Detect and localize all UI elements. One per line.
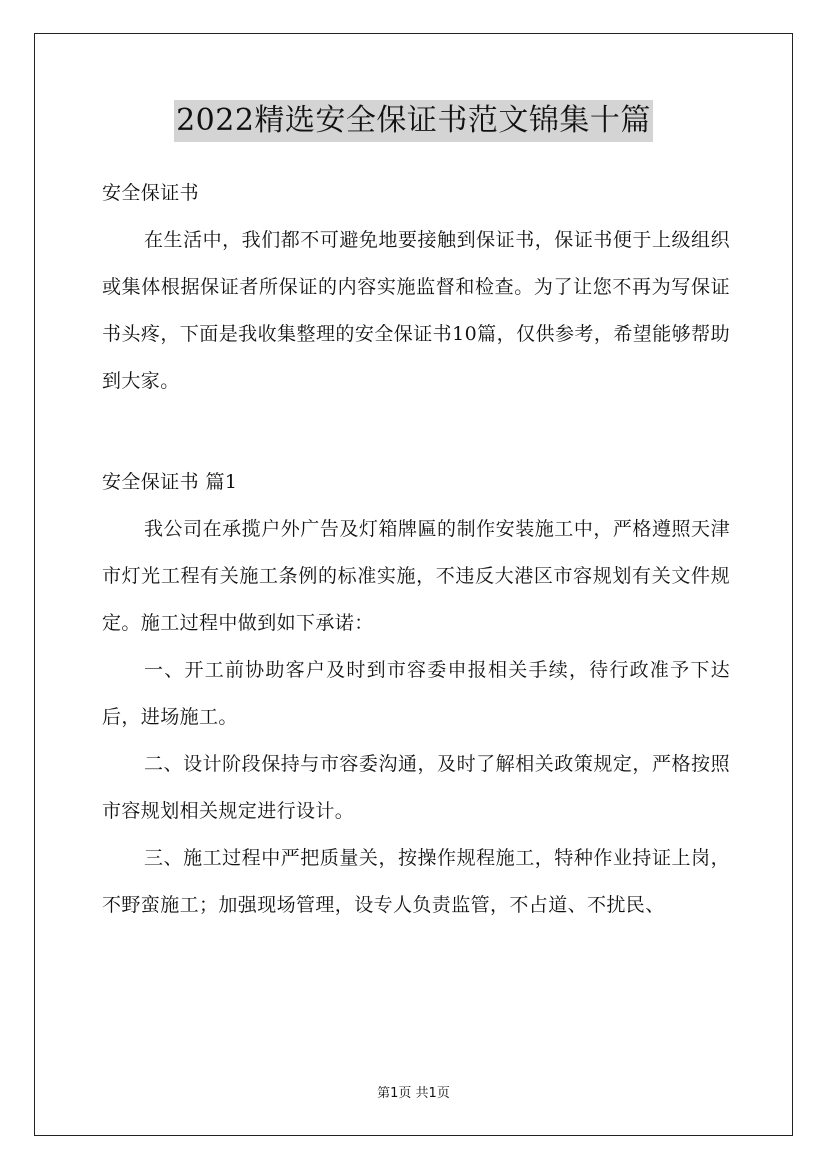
section1-heading: 安全保证书 篇1 bbox=[102, 471, 238, 493]
document-body bbox=[102, 170, 730, 929]
section1-paragraph-3: 二、设计阶段保持与市容委沟通，及时了解相关政策规定，严格按照市容规划相关规定进行设计。 bbox=[102, 753, 730, 822]
section-gap bbox=[102, 405, 730, 459]
section1-paragraph-1: 我公司在承揽户外广告及灯箱牌匾的制作安装施工中，严格遵照天津市灯光工程有关施工条例的标准实施，不违反大港区市容规划有关文件规定。施工过程中做到如下承诺： bbox=[102, 518, 730, 634]
intro-paragraph: 在生活中，我们都不可避免地要接触到保证书，保证书便于上级组织或集体根据保证者所保证的内容实施监督和检查。为了让您不再为写保证书头疼，下面是我收集整理的安全保证书10篇，仅供参考，希望能够帮助到大家。 bbox=[102, 229, 730, 392]
section1-paragraph-4: 三、施工过程中严把质量关，按操作规程施工，特种作业持证上岗，不野蛮施工；加强现场管理，设专人负责监管，不占道、不扰民、 bbox=[102, 847, 730, 916]
intro-heading: 安全保证书 bbox=[102, 182, 200, 204]
page-footer: 第1页 共1页 bbox=[377, 1086, 450, 1101]
section1-paragraph-2: 一、开工前协助客户及时到市容委申报相关手续，待行政准予下达后，进场施工。 bbox=[102, 659, 730, 728]
title-container bbox=[0, 100, 827, 142]
document-title: 2022精选安全保证书范文锦集十篇 bbox=[174, 100, 653, 142]
